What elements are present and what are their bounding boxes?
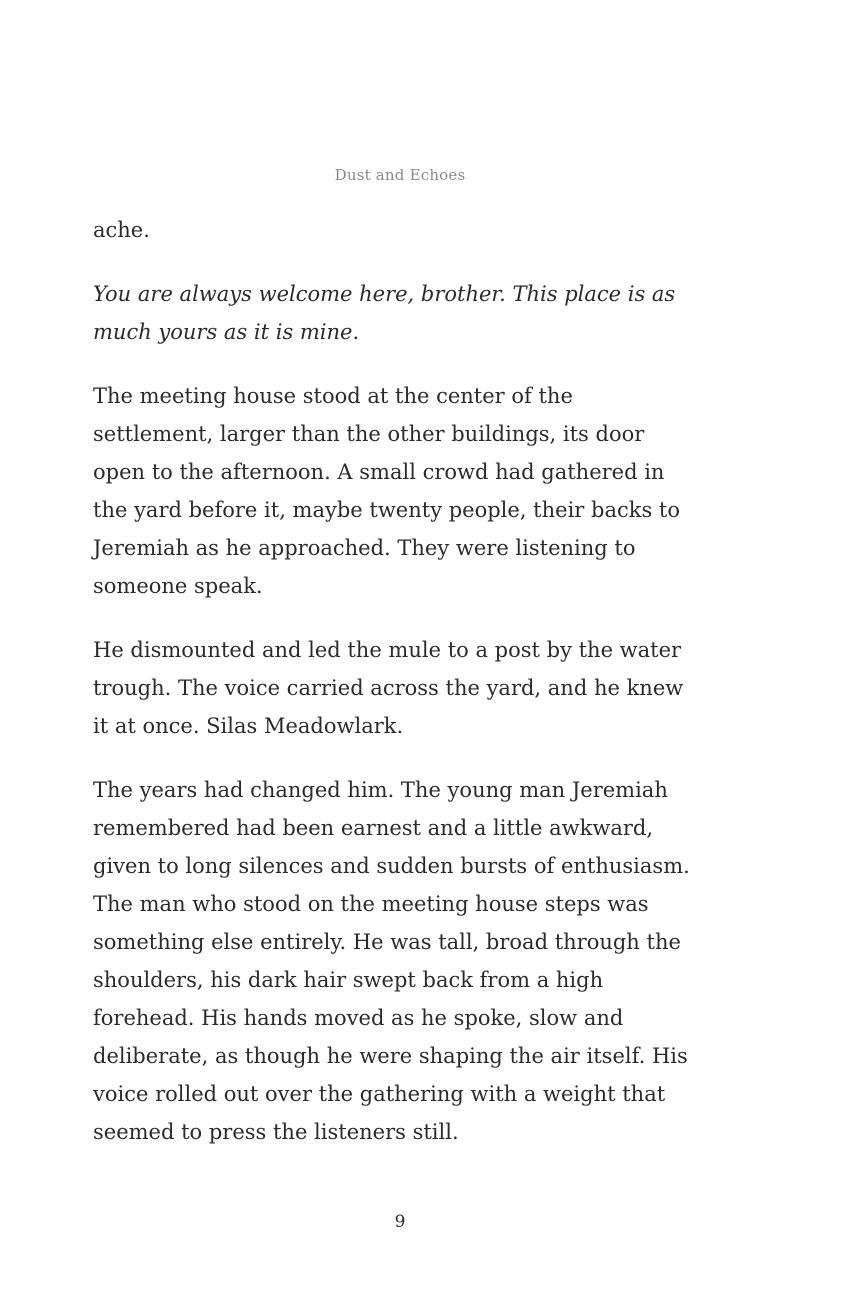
paragraph — [93, 377, 733, 605]
text-line: shoulders, his dark hair swept back from a high — [93, 968, 604, 992]
text-line: open to the afternoon. A small crowd had gathered in — [93, 460, 665, 484]
paragraph — [93, 211, 733, 249]
text-line: The meeting house stood at the center of the — [93, 384, 573, 408]
text-line: trough. The voice carried across the yard, and he knew — [93, 676, 684, 700]
page-number: 9 — [394, 1212, 406, 1232]
text-line: The years had changed him. The young man Jeremiah — [93, 778, 668, 802]
text-line: The man who stood on the meeting house steps was — [93, 892, 649, 916]
text-line: Jeremiah as he approached. They were listening to — [93, 536, 636, 560]
text-line: He dismounted and led the mule to a post by the water — [93, 638, 682, 662]
text-line: You are always welcome here, brother. This place is as — [93, 282, 676, 306]
italic-paragraph — [93, 275, 733, 351]
text-line: it at once. Silas Meadowlark. — [93, 714, 404, 738]
text-line: remembered had been earnest and a little awkward, — [93, 816, 654, 840]
running-header-title: Dust and Echoes — [334, 166, 466, 184]
text-line: ache. — [93, 218, 150, 242]
text-line: settlement, larger than the other buildings, its door — [93, 422, 645, 446]
text-line: someone speak. — [93, 574, 263, 598]
text-line: deliberate, as though he were shaping the air itself. His — [93, 1044, 688, 1068]
text-line: voice rolled out over the gathering with a weight that — [93, 1082, 666, 1106]
text-line: the yard before it, maybe twenty people, their backs to — [93, 498, 680, 522]
text-line: much yours as it is mine. — [93, 320, 360, 344]
paragraph — [93, 771, 733, 1151]
body-text — [93, 211, 733, 1177]
text-line: something else entirely. He was tall, broad through the — [93, 930, 681, 954]
text-line: forehead. His hands moved as he spoke, slow and — [93, 1006, 624, 1030]
paragraph — [93, 631, 733, 745]
text-line: given to long silences and sudden bursts of enthusiasm. — [93, 854, 690, 878]
text-line: seemed to press the listeners still. — [93, 1120, 459, 1144]
